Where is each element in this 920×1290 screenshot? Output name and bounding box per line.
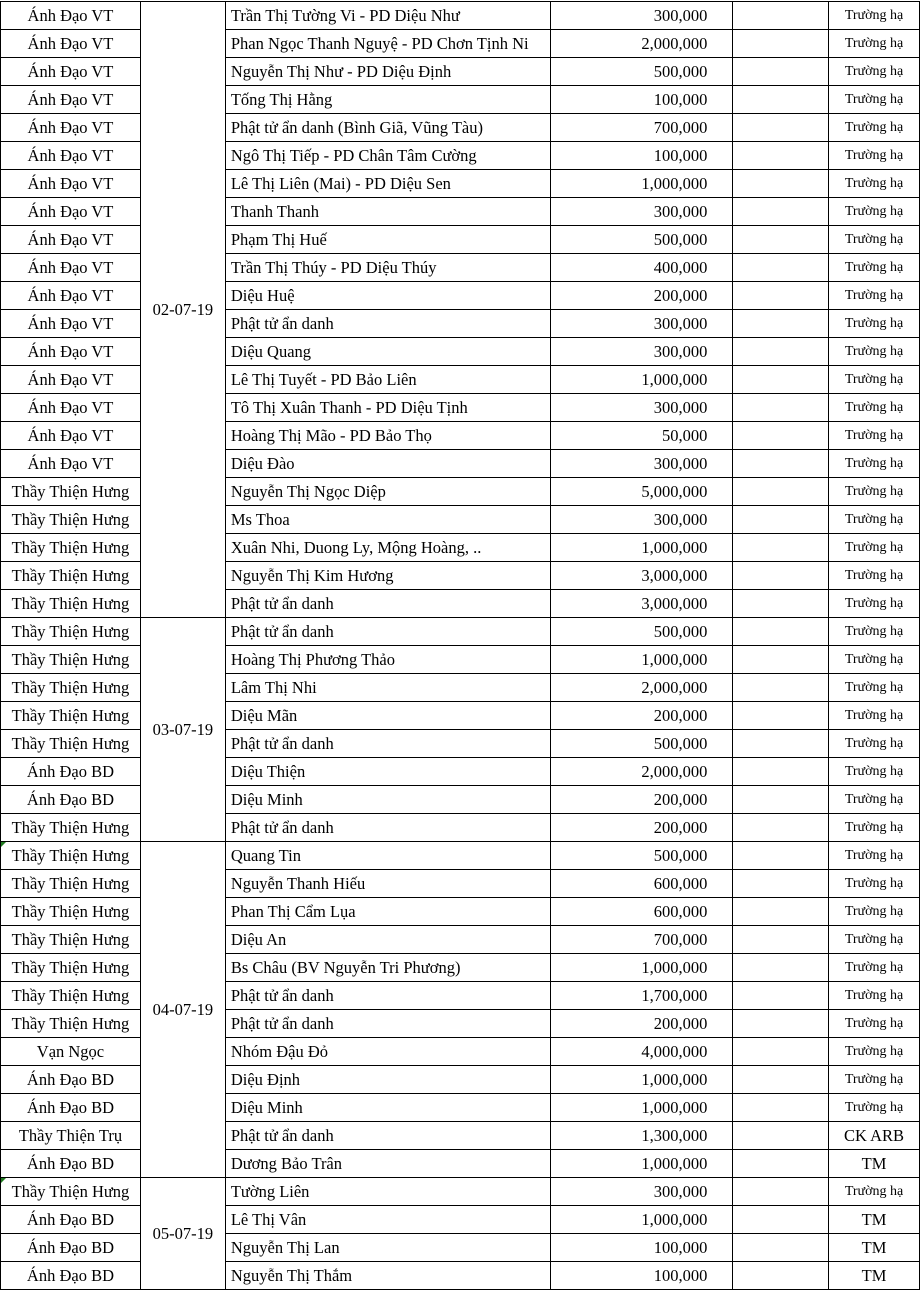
amount-cell: 1,000,000	[550, 646, 733, 674]
amount-cell: 4,000,000	[550, 1038, 733, 1066]
table-row	[1, 142, 920, 170]
empty-cell	[733, 142, 829, 170]
table-row	[1, 982, 920, 1010]
table-row	[1, 1094, 920, 1122]
donor-name-cell: Phật tử ẩn danh	[225, 1122, 550, 1150]
source-cell: Ánh Đạo VT	[1, 58, 141, 86]
empty-cell	[733, 562, 829, 590]
donor-name-cell: Nguyễn Thị Ngọc Diệp	[225, 478, 550, 506]
category-cell: Trường hạ	[829, 982, 920, 1010]
category-cell: TM	[829, 1262, 920, 1290]
amount-cell: 300,000	[550, 1178, 733, 1206]
table-row	[1, 534, 920, 562]
source-cell: Ánh Đạo VT	[1, 450, 141, 478]
empty-cell	[733, 1262, 829, 1290]
category-cell: Trường hạ	[829, 702, 920, 730]
donor-name-cell: Phạm Thị Huế	[225, 226, 550, 254]
category-cell: Trường hạ	[829, 254, 920, 282]
source-cell: Thầy Thiện Hưng	[1, 506, 141, 534]
table-row	[1, 898, 920, 926]
date-cell: 02-07-19	[140, 2, 225, 618]
table-row	[1, 478, 920, 506]
amount-cell: 1,000,000	[550, 1206, 733, 1234]
table-row	[1, 758, 920, 786]
category-cell: Trường hạ	[829, 58, 920, 86]
source-cell: Ánh Đạo BD	[1, 1094, 141, 1122]
category-cell: Trường hạ	[829, 870, 920, 898]
source-cell: Ánh Đạo VT	[1, 30, 141, 58]
donor-name-cell: Phan Thị Cẩm Lụa	[225, 898, 550, 926]
donor-name-cell: Phan Ngọc Thanh Nguyệ - PD Chơn Tịnh Ni	[225, 30, 550, 58]
table-row	[1, 30, 920, 58]
amount-cell: 1,000,000	[550, 366, 733, 394]
donor-name-cell: Trần Thị Thúy - PD Diệu Thúy	[225, 254, 550, 282]
amount-cell: 1,000,000	[550, 534, 733, 562]
amount-cell: 200,000	[550, 282, 733, 310]
empty-cell	[733, 226, 829, 254]
table-row	[1, 730, 920, 758]
empty-cell	[733, 646, 829, 674]
source-cell: Thầy Thiện Trụ	[1, 1122, 141, 1150]
donor-name-cell: Tô Thị Xuân Thanh - PD Diệu Tịnh	[225, 394, 550, 422]
donor-name-cell: Nguyễn Thị Kim Hương	[225, 562, 550, 590]
donor-name-cell: Nguyễn Thị Thắm	[225, 1262, 550, 1290]
table-row	[1, 226, 920, 254]
empty-cell	[733, 786, 829, 814]
donor-name-cell: Lâm Thị Nhi	[225, 674, 550, 702]
empty-cell	[733, 170, 829, 198]
source-cell: Thầy Thiện Hưng	[1, 814, 141, 842]
source-cell: Ánh Đạo VT	[1, 366, 141, 394]
amount-cell: 300,000	[550, 506, 733, 534]
donor-name-cell: Phật tử ẩn danh	[225, 814, 550, 842]
table-row	[1, 1122, 920, 1150]
category-cell: Trường hạ	[829, 786, 920, 814]
donor-name-cell: Tống Thị Hằng	[225, 86, 550, 114]
empty-cell	[733, 394, 829, 422]
amount-cell: 100,000	[550, 142, 733, 170]
category-cell: CK ARB	[829, 1122, 920, 1150]
donor-name-cell: Nguyễn Thị Lan	[225, 1234, 550, 1262]
source-cell: Ánh Đạo VT	[1, 198, 141, 226]
donor-name-cell: Nguyễn Thanh Hiếu	[225, 870, 550, 898]
amount-cell: 200,000	[550, 814, 733, 842]
source-cell: Thầy Thiện Hưng	[1, 954, 141, 982]
category-cell: Trường hạ	[829, 394, 920, 422]
source-cell: Thầy Thiện Hưng	[1, 478, 141, 506]
amount-cell: 300,000	[550, 198, 733, 226]
category-cell: Trường hạ	[829, 30, 920, 58]
amount-cell: 500,000	[550, 730, 733, 758]
source-cell: Ánh Đạo VT	[1, 2, 141, 30]
source-cell: Ánh Đạo BD	[1, 1150, 141, 1178]
empty-cell	[733, 534, 829, 562]
source-cell: Thầy Thiện Hưng	[1, 534, 141, 562]
empty-cell	[733, 1066, 829, 1094]
table-row	[1, 786, 920, 814]
category-cell: TM	[829, 1234, 920, 1262]
source-cell: Thầy Thiện Hưng	[1, 730, 141, 758]
donor-name-cell: Tường Liên	[225, 1178, 550, 1206]
category-cell: Trường hạ	[829, 1066, 920, 1094]
category-cell: Trường hạ	[829, 226, 920, 254]
amount-cell: 500,000	[550, 618, 733, 646]
category-cell: Trường hạ	[829, 2, 920, 30]
table-row	[1, 1010, 920, 1038]
amount-cell: 300,000	[550, 310, 733, 338]
amount-cell: 2,000,000	[550, 674, 733, 702]
date-cell: 05-07-19	[140, 1178, 225, 1290]
source-cell: Thầy Thiện Hưng	[1, 646, 141, 674]
source-cell: Ánh Đạo BD	[1, 1206, 141, 1234]
table-row	[1, 842, 920, 870]
table-row	[1, 170, 920, 198]
amount-cell: 3,000,000	[550, 562, 733, 590]
donor-name-cell: Nguyễn Thị Như - PD Diệu Định	[225, 58, 550, 86]
source-cell: Ánh Đạo VT	[1, 422, 141, 450]
empty-cell	[733, 870, 829, 898]
amount-cell: 1,000,000	[550, 170, 733, 198]
donor-name-cell: Nhóm Đậu Đỏ	[225, 1038, 550, 1066]
amount-cell: 2,000,000	[550, 30, 733, 58]
empty-cell	[733, 618, 829, 646]
donor-name-cell: Phật tử ẩn danh	[225, 730, 550, 758]
category-cell: Trường hạ	[829, 198, 920, 226]
donor-name-cell: Hoàng Thị Mão - PD Bảo Thọ	[225, 422, 550, 450]
category-cell: TM	[829, 1150, 920, 1178]
donor-name-cell: Ms Thoa	[225, 506, 550, 534]
table-row	[1, 422, 920, 450]
amount-cell: 1,000,000	[550, 954, 733, 982]
empty-cell	[733, 1038, 829, 1066]
empty-cell	[733, 814, 829, 842]
amount-cell: 200,000	[550, 786, 733, 814]
empty-cell	[733, 310, 829, 338]
source-cell: Ánh Đạo VT	[1, 310, 141, 338]
empty-cell	[733, 450, 829, 478]
table-row	[1, 646, 920, 674]
donor-name-cell: Thanh Thanh	[225, 198, 550, 226]
amount-cell: 100,000	[550, 86, 733, 114]
table-row	[1, 590, 920, 618]
table-row	[1, 926, 920, 954]
source-cell: Ánh Đạo BD	[1, 758, 141, 786]
source-cell: Ánh Đạo VT	[1, 338, 141, 366]
amount-cell: 300,000	[550, 2, 733, 30]
donor-name-cell: Lê Thị Vân	[225, 1206, 550, 1234]
table-row	[1, 310, 920, 338]
category-cell: Trường hạ	[829, 730, 920, 758]
table-row	[1, 282, 920, 310]
empty-cell	[733, 1010, 829, 1038]
amount-cell: 500,000	[550, 58, 733, 86]
category-cell: Trường hạ	[829, 86, 920, 114]
category-cell: Trường hạ	[829, 142, 920, 170]
table-row	[1, 702, 920, 730]
amount-cell: 1,000,000	[550, 1066, 733, 1094]
empty-cell	[733, 674, 829, 702]
donor-name-cell: Diệu Huệ	[225, 282, 550, 310]
table-row	[1, 1262, 920, 1290]
amount-cell: 700,000	[550, 926, 733, 954]
donor-name-cell: Lê Thị Liên (Mai) - PD Diệu Sen	[225, 170, 550, 198]
empty-cell	[733, 898, 829, 926]
category-cell: Trường hạ	[829, 814, 920, 842]
empty-cell	[733, 254, 829, 282]
donor-name-cell: Diệu Định	[225, 1066, 550, 1094]
empty-cell	[733, 758, 829, 786]
category-cell: Trường hạ	[829, 366, 920, 394]
empty-cell	[733, 30, 829, 58]
empty-cell	[733, 926, 829, 954]
category-cell: Trường hạ	[829, 954, 920, 982]
category-cell: Trường hạ	[829, 478, 920, 506]
donor-name-cell: Diệu Minh	[225, 1094, 550, 1122]
table-row	[1, 562, 920, 590]
donor-name-cell: Trần Thị Tường Vi - PD Diệu Như	[225, 2, 550, 30]
category-cell: Trường hạ	[829, 450, 920, 478]
amount-cell: 600,000	[550, 898, 733, 926]
empty-cell	[733, 2, 829, 30]
category-cell: Trường hạ	[829, 506, 920, 534]
empty-cell	[733, 954, 829, 982]
source-cell: Ánh Đạo VT	[1, 114, 141, 142]
source-cell: Ánh Đạo BD	[1, 786, 141, 814]
amount-cell: 400,000	[550, 254, 733, 282]
amount-cell: 1,000,000	[550, 1150, 733, 1178]
source-cell: Vạn Ngọc	[1, 1038, 141, 1066]
donor-name-cell: Phật tử ẩn danh	[225, 310, 550, 338]
category-cell: TM	[829, 1206, 920, 1234]
empty-cell	[733, 1122, 829, 1150]
amount-cell: 3,000,000	[550, 590, 733, 618]
category-cell: Trường hạ	[829, 926, 920, 954]
source-cell: Ánh Đạo BD	[1, 1262, 141, 1290]
table-row	[1, 114, 920, 142]
table-row	[1, 814, 920, 842]
donor-name-cell: Quang Tin	[225, 842, 550, 870]
donor-name-cell: Phật tử ẩn danh	[225, 1010, 550, 1038]
empty-cell	[733, 282, 829, 310]
category-cell: Trường hạ	[829, 534, 920, 562]
empty-cell	[733, 114, 829, 142]
category-cell: Trường hạ	[829, 282, 920, 310]
table-row	[1, 1150, 920, 1178]
donor-name-cell: Ngô Thị Tiếp - PD Chân Tâm Cường	[225, 142, 550, 170]
amount-cell: 700,000	[550, 114, 733, 142]
table-row	[1, 338, 920, 366]
source-cell: Thầy Thiện Hưng	[1, 674, 141, 702]
amount-cell: 1,700,000	[550, 982, 733, 1010]
empty-cell	[733, 982, 829, 1010]
source-cell: Ánh Đạo VT	[1, 86, 141, 114]
donor-name-cell: Diệu An	[225, 926, 550, 954]
amount-cell: 100,000	[550, 1262, 733, 1290]
amount-cell: 50,000	[550, 422, 733, 450]
donor-name-cell: Hoàng Thị Phương Thảo	[225, 646, 550, 674]
table-row	[1, 1178, 920, 1206]
amount-cell: 2,000,000	[550, 758, 733, 786]
source-cell: Ánh Đạo BD	[1, 1234, 141, 1262]
empty-cell	[733, 198, 829, 226]
empty-cell	[733, 338, 829, 366]
table-row	[1, 58, 920, 86]
empty-cell	[733, 842, 829, 870]
table-row	[1, 366, 920, 394]
donor-name-cell: Bs Châu (BV Nguyễn Tri Phương)	[225, 954, 550, 982]
amount-cell: 300,000	[550, 338, 733, 366]
category-cell: Trường hạ	[829, 1038, 920, 1066]
donor-name-cell: Diệu Đào	[225, 450, 550, 478]
donation-table-body	[1, 2, 920, 1290]
empty-cell	[733, 506, 829, 534]
donor-name-cell: Phật tử ẩn danh	[225, 982, 550, 1010]
source-cell: Ánh Đạo VT	[1, 394, 141, 422]
amount-cell: 200,000	[550, 702, 733, 730]
donor-name-cell: Dương Bảo Trân	[225, 1150, 550, 1178]
category-cell: Trường hạ	[829, 114, 920, 142]
table-row	[1, 254, 920, 282]
category-cell: Trường hạ	[829, 898, 920, 926]
source-cell: Thầy Thiện Hưng	[1, 618, 141, 646]
date-cell: 03-07-19	[140, 618, 225, 842]
donor-name-cell: Diệu Mãn	[225, 702, 550, 730]
source-cell: Thầy Thiện Hưng	[1, 870, 141, 898]
source-cell: Thầy Thiện Hưng	[1, 1010, 141, 1038]
table-row	[1, 394, 920, 422]
amount-cell: 1,300,000	[550, 1122, 733, 1150]
source-cell: Ánh Đạo VT	[1, 170, 141, 198]
donor-name-cell: Phật tử ẩn danh	[225, 590, 550, 618]
donor-name-cell: Xuân Nhi, Duong Ly, Mộng Hoàng, ..	[225, 534, 550, 562]
category-cell: Trường hạ	[829, 758, 920, 786]
empty-cell	[733, 1206, 829, 1234]
table-row	[1, 198, 920, 226]
empty-cell	[733, 590, 829, 618]
empty-cell	[733, 730, 829, 758]
amount-cell: 300,000	[550, 450, 733, 478]
amount-cell: 5,000,000	[550, 478, 733, 506]
source-cell: Thầy Thiện Hưng	[1, 842, 141, 870]
category-cell: Trường hạ	[829, 646, 920, 674]
source-cell: Ánh Đạo VT	[1, 254, 141, 282]
empty-cell	[733, 1234, 829, 1262]
empty-cell	[733, 1150, 829, 1178]
table-row	[1, 1234, 920, 1262]
empty-cell	[733, 58, 829, 86]
source-cell: Thầy Thiện Hưng	[1, 702, 141, 730]
amount-cell: 300,000	[550, 394, 733, 422]
source-cell: Ánh Đạo VT	[1, 282, 141, 310]
empty-cell	[733, 702, 829, 730]
source-cell: Thầy Thiện Hưng	[1, 562, 141, 590]
donor-name-cell: Phật tử ẩn danh (Bình Giã, Vũng Tàu)	[225, 114, 550, 142]
table-row	[1, 1038, 920, 1066]
category-cell: Trường hạ	[829, 1010, 920, 1038]
empty-cell	[733, 1094, 829, 1122]
source-cell: Ánh Đạo VT	[1, 142, 141, 170]
donor-name-cell: Lê Thị Tuyết - PD Bảo Liên	[225, 366, 550, 394]
table-row	[1, 674, 920, 702]
amount-cell: 500,000	[550, 226, 733, 254]
amount-cell: 600,000	[550, 870, 733, 898]
donation-table	[0, 1, 920, 1290]
source-cell: Ánh Đạo VT	[1, 226, 141, 254]
source-cell: Thầy Thiện Hưng	[1, 982, 141, 1010]
table-row	[1, 1066, 920, 1094]
table-row	[1, 954, 920, 982]
table-row	[1, 1206, 920, 1234]
source-cell: Ánh Đạo BD	[1, 1066, 141, 1094]
date-cell: 04-07-19	[140, 842, 225, 1178]
table-row	[1, 2, 920, 30]
source-cell: Thầy Thiện Hưng	[1, 926, 141, 954]
category-cell: Trường hạ	[829, 618, 920, 646]
table-row	[1, 870, 920, 898]
empty-cell	[733, 422, 829, 450]
amount-cell: 100,000	[550, 1234, 733, 1262]
donor-name-cell: Phật tử ẩn danh	[225, 618, 550, 646]
category-cell: Trường hạ	[829, 422, 920, 450]
amount-cell: 1,000,000	[550, 1094, 733, 1122]
category-cell: Trường hạ	[829, 170, 920, 198]
category-cell: Trường hạ	[829, 1178, 920, 1206]
category-cell: Trường hạ	[829, 310, 920, 338]
source-cell: Thầy Thiện Hưng	[1, 590, 141, 618]
donor-name-cell: Diệu Thiện	[225, 758, 550, 786]
category-cell: Trường hạ	[829, 674, 920, 702]
donor-name-cell: Diệu Quang	[225, 338, 550, 366]
empty-cell	[733, 478, 829, 506]
amount-cell: 500,000	[550, 842, 733, 870]
source-cell: Thầy Thiện Hưng	[1, 1178, 141, 1206]
table-row	[1, 506, 920, 534]
empty-cell	[733, 1178, 829, 1206]
empty-cell	[733, 366, 829, 394]
category-cell: Trường hạ	[829, 590, 920, 618]
table-row	[1, 86, 920, 114]
category-cell: Trường hạ	[829, 1094, 920, 1122]
table-row	[1, 618, 920, 646]
empty-cell	[733, 86, 829, 114]
source-cell: Thầy Thiện Hưng	[1, 898, 141, 926]
table-row	[1, 450, 920, 478]
category-cell: Trường hạ	[829, 842, 920, 870]
category-cell: Trường hạ	[829, 562, 920, 590]
donor-name-cell: Diệu Minh	[225, 786, 550, 814]
category-cell: Trường hạ	[829, 338, 920, 366]
amount-cell: 200,000	[550, 1010, 733, 1038]
